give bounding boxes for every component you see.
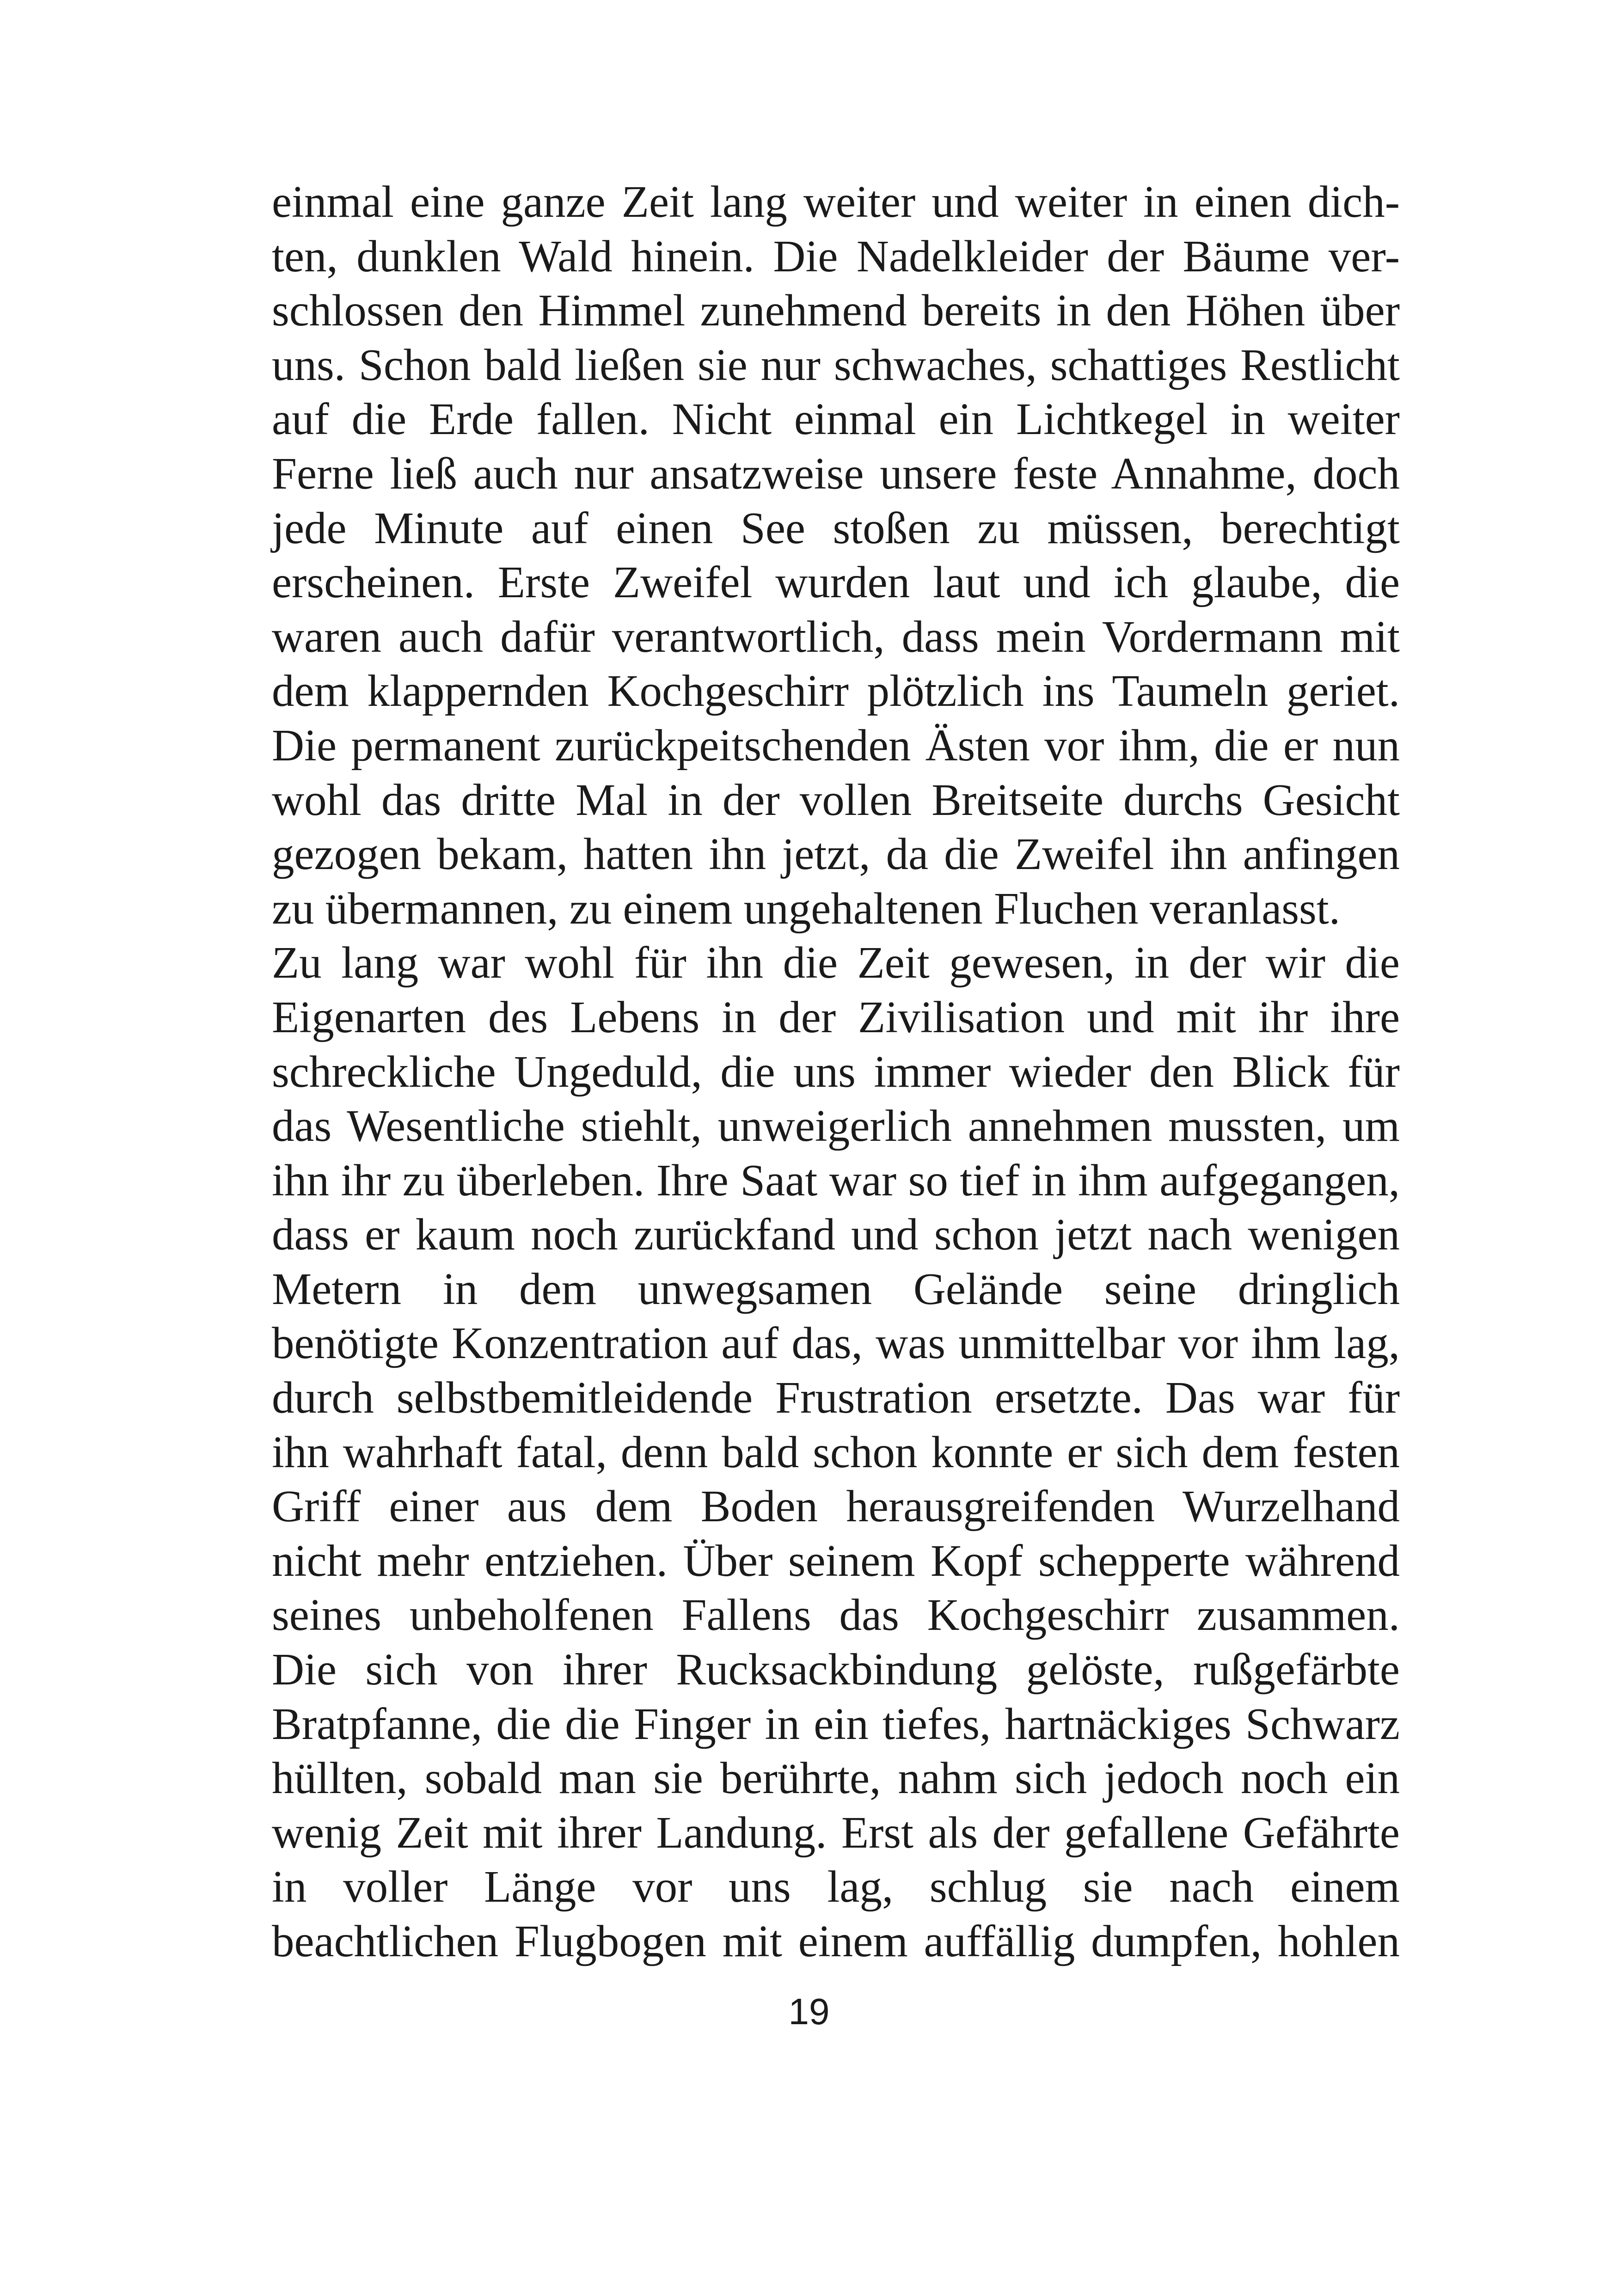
text-line: jede Minute auf einen See stoßen zu müssen, berechtigt <box>272 503 1400 553</box>
text-line: das Wesentliche stiehlt, unweigerlich annehmen mussten, um <box>272 1101 1400 1151</box>
text-line: erscheinen. Erste Zweifel wurden laut und ich glaube, die <box>272 557 1400 607</box>
text-line: auf die Erde fallen. Nicht einmal ein Lichtkegel in weiter <box>272 394 1400 444</box>
text-line: einmal eine ganze Zeit lang weiter und weiter in einen dich- <box>272 177 1400 227</box>
text-line: wohl das dritte Mal in der vollen Breitseite durchs Gesicht <box>272 775 1400 825</box>
text-line: wenig Zeit mit ihrer Landung. Erst als der gefallene Gefährte <box>272 1807 1400 1857</box>
text-line: beachtlichen Flugbogen mit einem auffällig dumpfen, hohlen <box>272 1916 1400 1966</box>
text-line: Eigenarten des Lebens in der Zivilisation und mit ihr ihre <box>272 992 1400 1042</box>
text-line: Die permanent zurückpeitschenden Ästen vor ihm, die er nun <box>272 720 1400 770</box>
text-line: Zu lang war wohl für ihn die Zeit gewesen, in der wir die <box>272 938 1400 988</box>
text-line: zu übermannen, zu einem ungehaltenen Fluchen veranlasst. <box>272 883 1340 933</box>
text-line: gezogen bekam, hatten ihn jetzt, da die Zweifel ihn anfingen <box>272 829 1400 879</box>
text-line: hüllten, sobald man sie berührte, nahm sich jedoch noch ein <box>272 1753 1400 1803</box>
text-line: Die sich von ihrer Rucksackbindung gelöste, rußgefärbte <box>272 1645 1400 1695</box>
page-number: 19 <box>788 1991 830 2032</box>
text-line: schreckliche Ungeduld, die uns immer wieder den Blick für <box>272 1047 1400 1096</box>
text-line: waren auch dafür verantwortlich, dass mein Vordermann mit <box>272 612 1400 661</box>
text-line: ten, dunklen Wald hinein. Die Nadelkleider der Bäume ver- <box>272 231 1400 281</box>
text-line: seines unbeholfenen Fallens das Kochgeschirr zusammen. <box>272 1590 1400 1640</box>
text-line: dass er kaum noch zurückfand und schon jetzt nach wenigen <box>272 1210 1400 1260</box>
text-line: Ferne ließ auch nur ansatzweise unsere feste Annahme, doch <box>272 448 1400 498</box>
text-line: in voller Länge vor uns lag, schlug sie nach einem <box>272 1862 1400 1912</box>
text-line: Metern in dem unwegsamen Gelände seine dringlich <box>272 1264 1400 1314</box>
text-line: ihn ihr zu überleben. Ihre Saat war so tief in ihm aufgegangen, <box>272 1155 1400 1205</box>
text-line: durch selbstbemitleidende Frustration ersetzte. Das war für <box>272 1373 1400 1423</box>
text-line: ihn wahrhaft fatal, denn bald schon konnte er sich dem festen <box>272 1427 1400 1477</box>
text-line: schlossen den Himmel zunehmend bereits in den Höhen über <box>272 286 1400 336</box>
text-line: Bratpfanne, die die Finger in ein tiefes, hartnäckiges Schwarz <box>272 1699 1400 1749</box>
text-line: benötigte Konzentration auf das, was unmittelbar vor ihm lag, <box>272 1318 1400 1368</box>
text-line: Griff einer aus dem Boden herausgreifenden Wurzelhand <box>272 1482 1400 1531</box>
text-line: uns. Schon bald ließen sie nur schwaches, schattiges Restlicht <box>272 340 1400 390</box>
body-text <box>272 175 1400 1969</box>
text-line: nicht mehr entziehen. Über seinem Kopf schepperte während <box>272 1536 1400 1586</box>
text-line: dem klappernden Kochgeschirr plötzlich ins Taumeln geriet. <box>272 666 1400 716</box>
